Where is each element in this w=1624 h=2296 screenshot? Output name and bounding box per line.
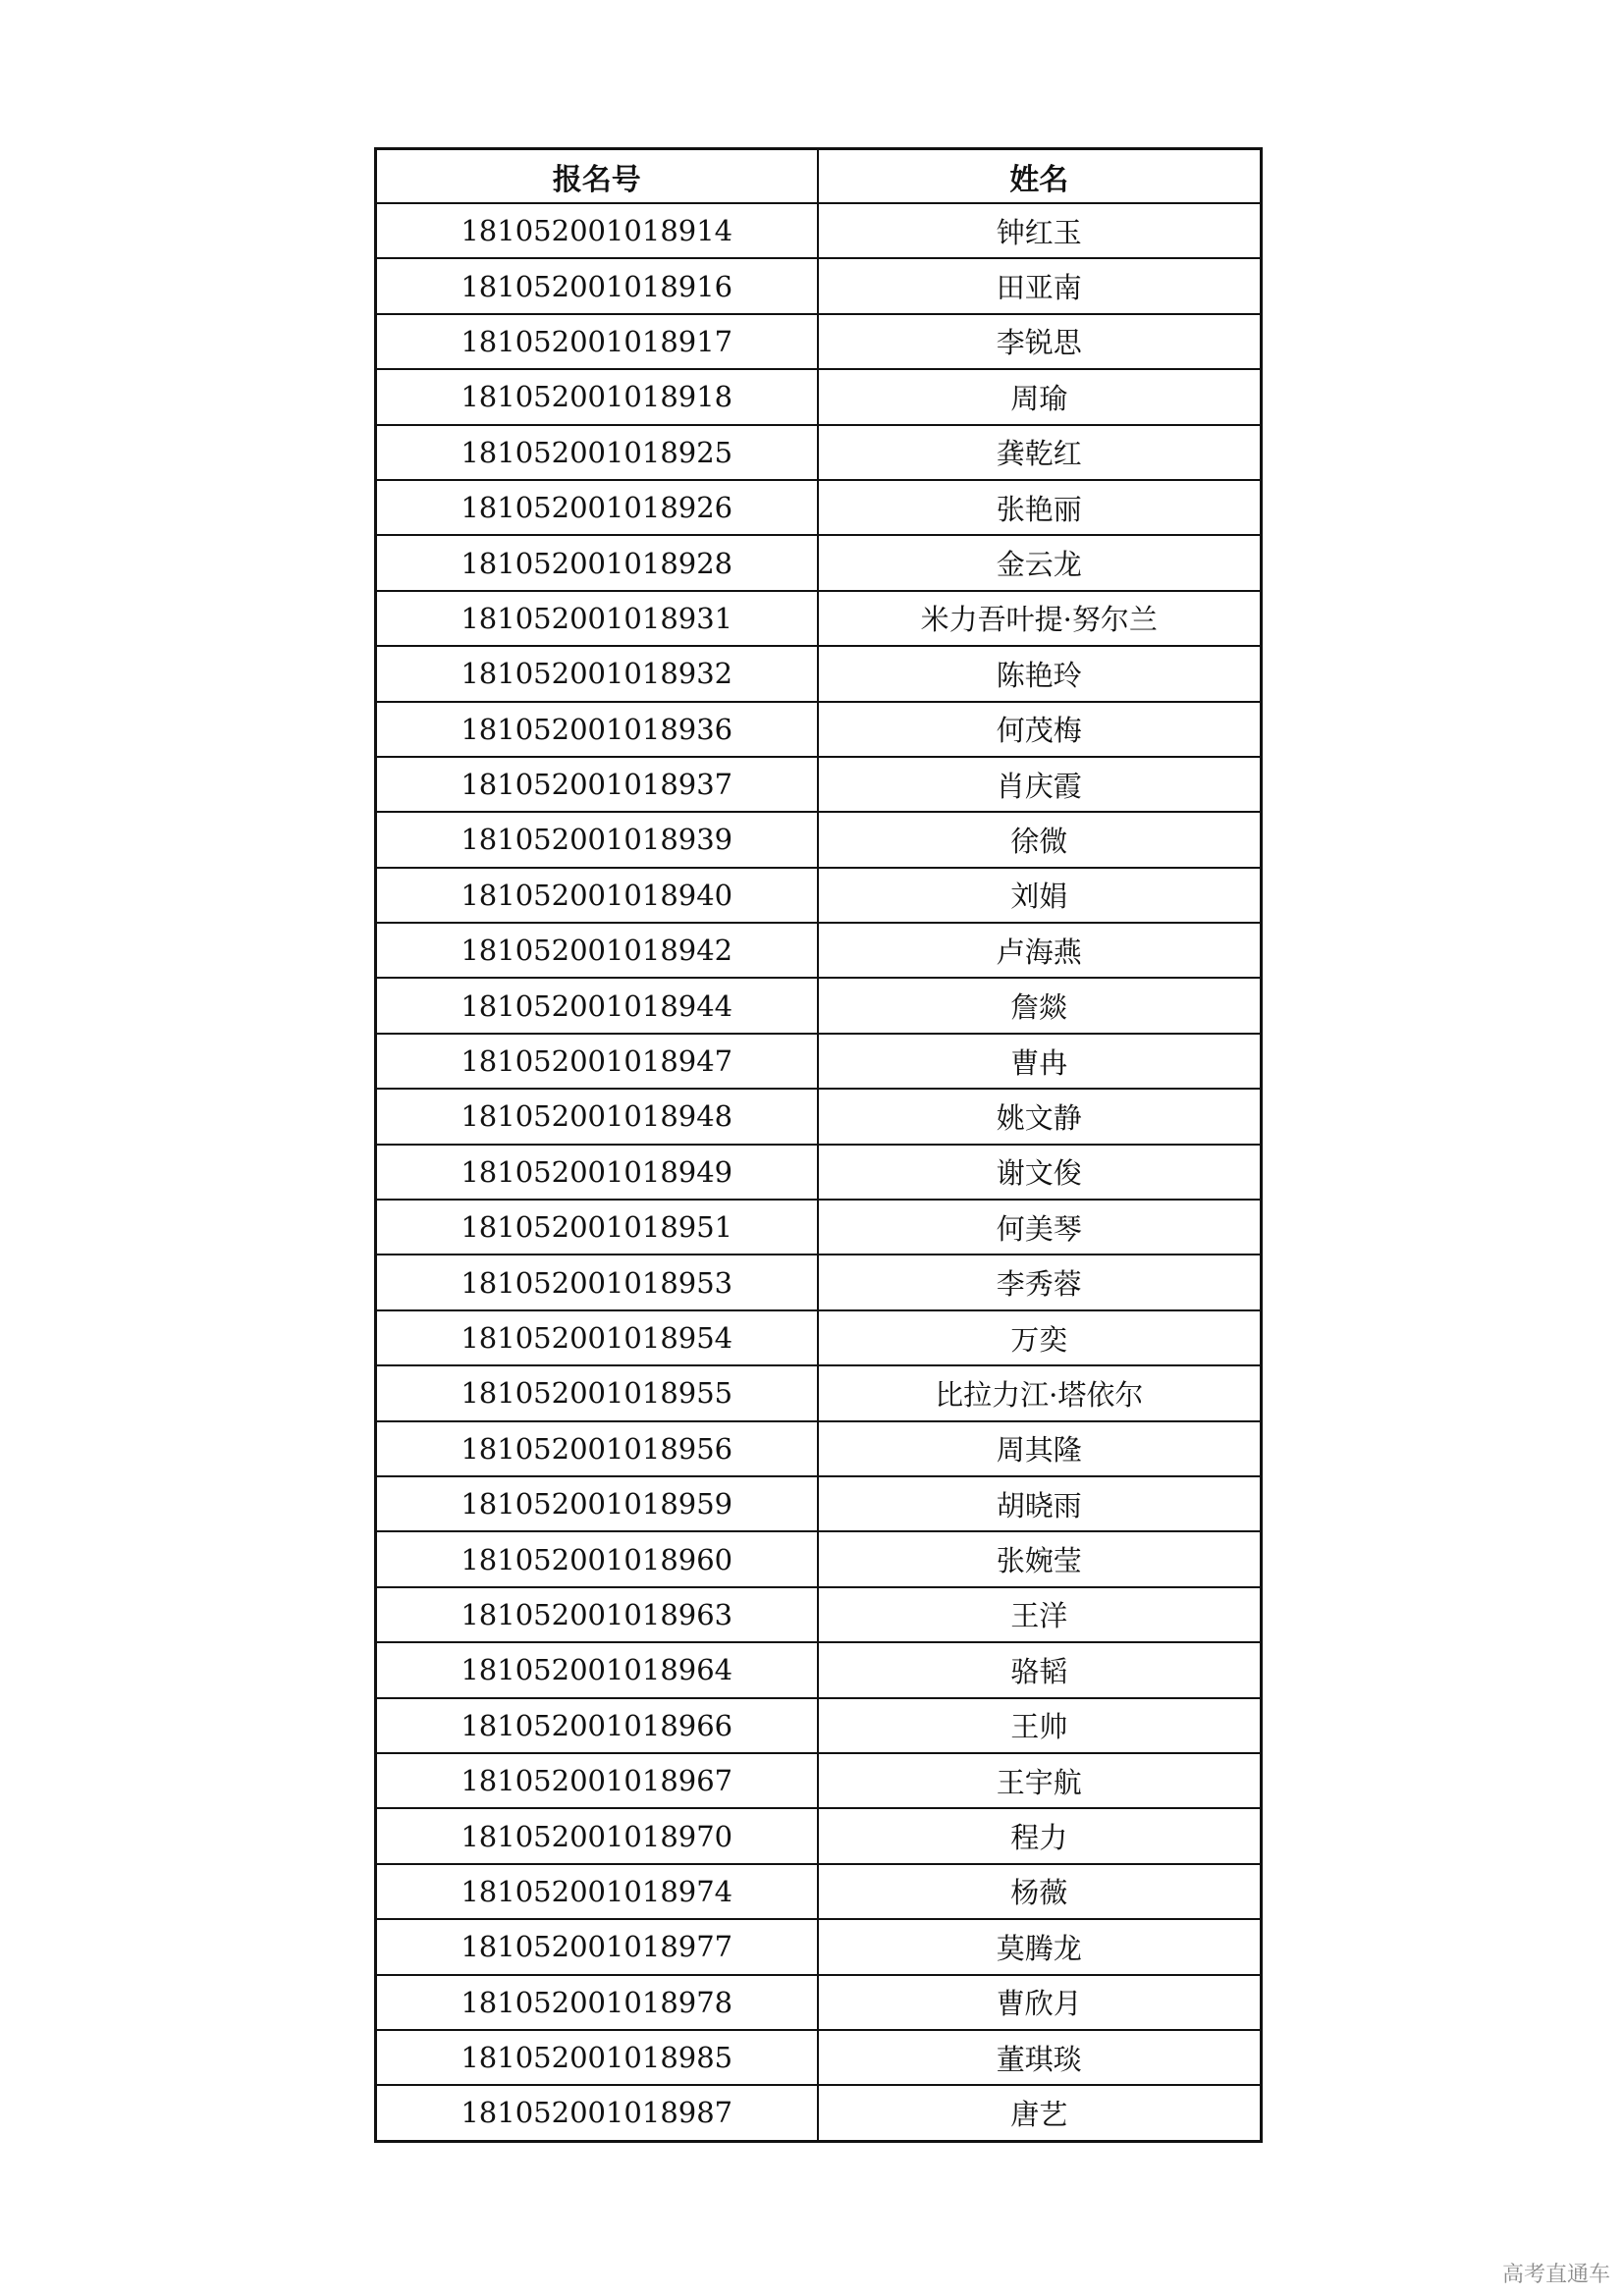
name-cell: 金云龙 [818,535,1262,590]
name-cell: 万奕 [818,1310,1262,1365]
registration-number-cell: 181052001018926 [376,480,818,535]
name-cell: 何茂梅 [818,702,1262,757]
name-cell: 胡晓雨 [818,1476,1262,1531]
name-cell: 姚文静 [818,1089,1262,1144]
registration-number-cell: 181052001018974 [376,1864,818,1919]
registration-number-cell: 181052001018970 [376,1808,818,1863]
name-cell: 何美琴 [818,1200,1262,1255]
name-cell: 周其隆 [818,1421,1262,1476]
header-name: 姓名 [818,149,1262,204]
name-cell: 张婉莹 [818,1531,1262,1586]
table-row [376,1145,1262,1200]
registration-number-cell: 181052001018940 [376,868,818,923]
registration-number-cell: 181052001018967 [376,1753,818,1808]
registration-number-cell: 181052001018951 [376,1200,818,1255]
name-cell: 唐艺 [818,2085,1262,2141]
registration-number-cell: 181052001018948 [376,1089,818,1144]
registration-number-cell: 181052001018987 [376,2085,818,2141]
table-row [376,1587,1262,1642]
name-cell: 徐微 [818,812,1262,867]
table-row [376,203,1262,258]
name-cell: 陈艳玲 [818,646,1262,701]
registration-number-cell: 181052001018963 [376,1587,818,1642]
table-row [376,1753,1262,1808]
registration-number-cell: 181052001018949 [376,1145,818,1200]
name-cell: 程力 [818,1808,1262,1863]
registration-number-cell: 181052001018947 [376,1034,818,1089]
name-cell: 卢海燕 [818,923,1262,978]
table-row [376,258,1262,313]
name-cell: 米力吾叶提·努尔兰 [818,591,1262,646]
name-cell: 王宇航 [818,1753,1262,1808]
registration-number-cell: 181052001018966 [376,1698,818,1753]
table-row [376,978,1262,1033]
table-row [376,1642,1262,1697]
table-row [376,1034,1262,1089]
table-row [376,1255,1262,1309]
table-row [376,702,1262,757]
table-row [376,2030,1262,2085]
name-cell: 王帅 [818,1698,1262,1753]
registration-number-cell: 181052001018944 [376,978,818,1033]
name-cell: 王洋 [818,1587,1262,1642]
name-cell: 田亚南 [818,258,1262,313]
name-cell: 钟红玉 [818,203,1262,258]
registration-number-cell: 181052001018928 [376,535,818,590]
registration-number-cell: 181052001018917 [376,314,818,369]
name-cell: 莫腾龙 [818,1919,1262,1974]
table-row [376,1365,1262,1420]
name-cell: 杨薇 [818,1864,1262,1919]
registration-number-cell: 181052001018977 [376,1919,818,1974]
name-cell: 曹冉 [818,1034,1262,1089]
name-cell: 周瑜 [818,369,1262,424]
name-cell: 张艳丽 [818,480,1262,535]
name-cell: 李锐思 [818,314,1262,369]
table-row [376,757,1262,812]
registration-number-cell: 181052001018953 [376,1255,818,1309]
table-row [376,868,1262,923]
table-row [376,812,1262,867]
watermark: 高考直通车 [1501,2263,1610,2287]
registration-number-cell: 181052001018978 [376,1975,818,2030]
table-row [376,535,1262,590]
table-row [376,1531,1262,1586]
registration-number-cell: 181052001018936 [376,702,818,757]
table-row [376,1089,1262,1144]
table-row [376,425,1262,480]
table-row [376,1698,1262,1753]
registration-number-cell: 181052001018931 [376,591,818,646]
name-cell: 骆韬 [818,1642,1262,1697]
table-row [376,369,1262,424]
name-cell: 董琪琰 [818,2030,1262,2085]
table-row [376,1975,1262,2030]
name-cell: 曹欣月 [818,1975,1262,2030]
table-row [376,1200,1262,1255]
name-cell: 龚乾红 [818,425,1262,480]
registration-number-cell: 181052001018942 [376,923,818,978]
registration-number-cell: 181052001018914 [376,203,818,258]
table-row [376,646,1262,701]
registration-number-cell: 181052001018964 [376,1642,818,1697]
table-header-row [376,149,1262,204]
registration-number-cell: 181052001018932 [376,646,818,701]
name-cell: 谢文俊 [818,1145,1262,1200]
name-cell: 刘娟 [818,868,1262,923]
table-row [376,1476,1262,1531]
registration-number-cell: 181052001018956 [376,1421,818,1476]
table-row [376,314,1262,369]
table-row [376,591,1262,646]
table-row [376,1919,1262,1974]
name-cell: 李秀蓉 [818,1255,1262,1309]
registration-number-cell: 181052001018954 [376,1310,818,1365]
registration-number-cell: 181052001018937 [376,757,818,812]
registration-number-cell: 181052001018955 [376,1365,818,1420]
name-cell: 肖庆霞 [818,757,1262,812]
name-cell: 比拉力江·塔依尔 [818,1365,1262,1420]
registration-table [374,147,1263,2143]
table-row [376,923,1262,978]
registration-number-cell: 181052001018925 [376,425,818,480]
registration-number-cell: 181052001018985 [376,2030,818,2085]
registration-number-cell: 181052001018918 [376,369,818,424]
table-body [376,203,1262,2141]
registration-number-cell: 181052001018960 [376,1531,818,1586]
table-row [376,1310,1262,1365]
table-row [376,1864,1262,1919]
registration-number-cell: 181052001018916 [376,258,818,313]
table-row [376,480,1262,535]
table-row [376,1421,1262,1476]
registration-number-cell: 181052001018939 [376,812,818,867]
registration-number-cell: 181052001018959 [376,1476,818,1531]
name-cell: 詹燚 [818,978,1262,1033]
table-row [376,1808,1262,1863]
table-row [376,2085,1262,2141]
header-registration-number: 报名号 [376,149,818,204]
